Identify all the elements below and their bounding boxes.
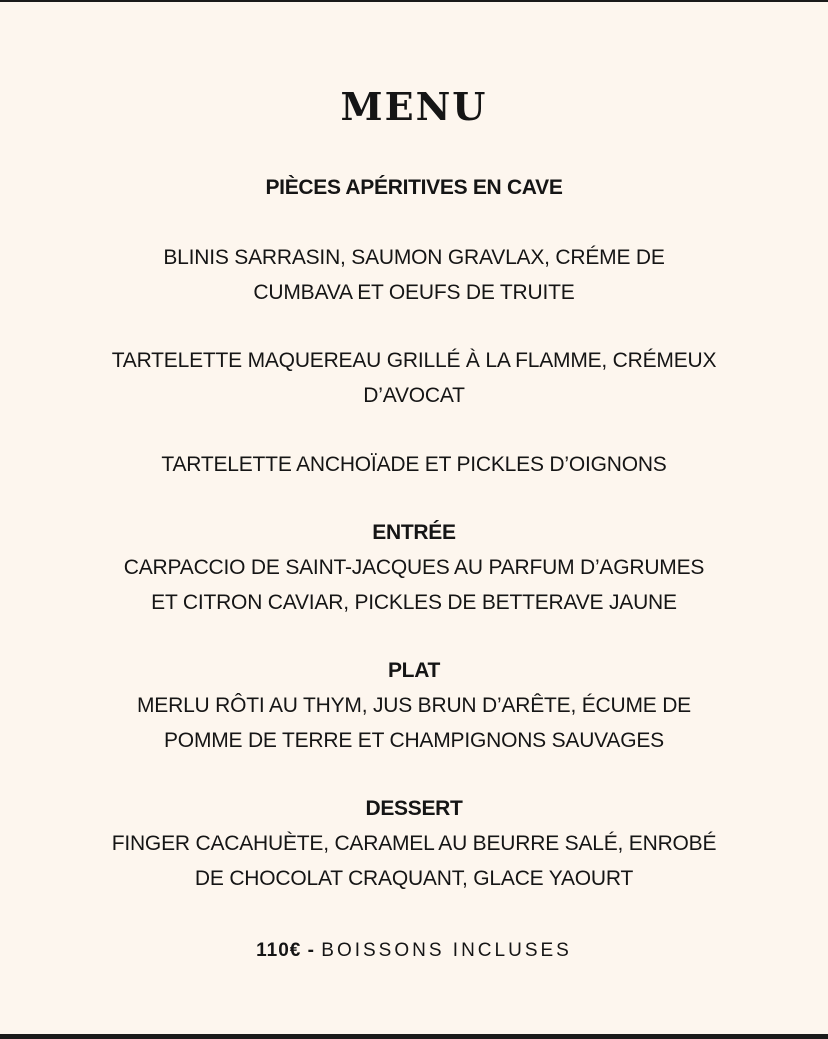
dish-line: FINGER CACAHUÈTE, CARAMEL AU BEURRE SALÉ, ENROBÉ — [111, 832, 717, 855]
section-heading-dessert: DESSERT — [365, 797, 463, 820]
menu-title: MENU — [340, 84, 488, 129]
bottom-border — [0, 1034, 828, 1039]
dish-line: POMME DE TERRE ET CHAMPIGNONS SAUVAGES — [164, 729, 664, 752]
dish-line: TARTELETTE MAQUEREAU GRILLÉ À LA FLAMME, CRÉMEUX — [111, 349, 717, 372]
dish-tartelette-anchoiade — [0, 447, 828, 482]
section-heading-entree: ENTRÉE — [372, 521, 456, 544]
dish-finger-cacahuete — [0, 826, 828, 896]
dish-line: ET CITRON CAVIAR, PICKLES DE BETTERAVE JAUNE — [151, 591, 677, 614]
price-separator: - — [301, 940, 322, 961]
dish-line: MERLU RÔTI AU THYM, JUS BRUN D’ARÊTE, ÉCUME DE — [137, 694, 691, 717]
dish-line: CARPACCIO DE SAINT-JACQUES AU PARFUM D’AGRUMES — [123, 556, 705, 579]
dish-line: BLINIS SARRASIN, SAUMON GRAVLAX, CRÉME DE — [163, 246, 665, 269]
dish-blinis — [0, 240, 828, 310]
dish-carpaccio — [0, 550, 828, 620]
dish-line: TARTELETTE ANCHOÏADE ET PICKLES D’OIGNONS — [161, 453, 667, 476]
dish-line: CUMBAVA ET OEUFS DE TRUITE — [253, 281, 575, 304]
price-note: BOISSONS INCLUSES — [321, 940, 572, 961]
section-heading-plat: PLAT — [387, 659, 441, 682]
price-amount: 110€ — [256, 940, 302, 961]
dish-line: D’AVOCAT — [363, 384, 465, 407]
top-border — [0, 0, 828, 2]
dish-tartelette-maquereau — [0, 343, 828, 413]
section-heading-aperitifs: PIÈCES APÉRITIVES EN CAVE — [265, 176, 563, 199]
price-line — [0, 937, 828, 965]
dish-line: DE CHOCOLAT CRAQUANT, GLACE YAOURT — [194, 867, 634, 890]
dish-merlu — [0, 688, 828, 758]
